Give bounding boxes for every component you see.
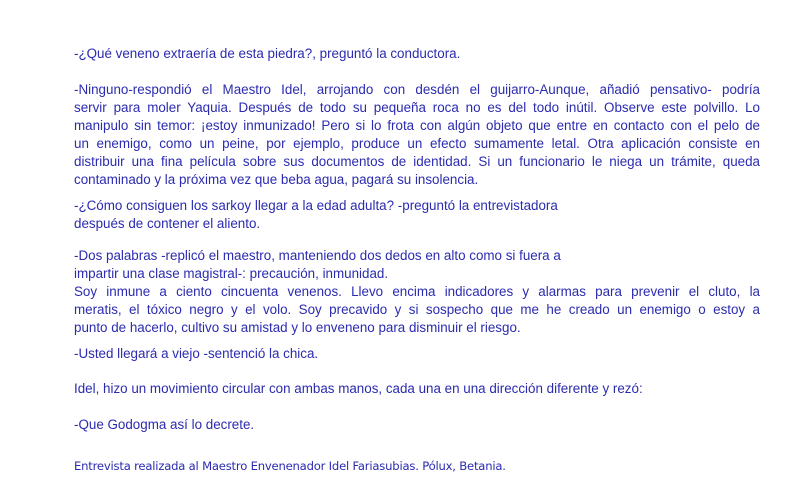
text-line: después de contener el aliento. bbox=[74, 216, 261, 231]
text-line: -¿Cómo consiguen los sarkoy llegar a la edad adulta? -preguntó la entrevistadora bbox=[74, 198, 558, 213]
text-line: -Ninguno-respondió el Maestro Idel, arrojando con desdén el guijarro-Aunque, añadió pensativo- podría bbox=[74, 82, 760, 97]
text-line: punto de hacerlo, cultivo su amistad y lo enveneno para disminuir el riesgo. bbox=[74, 320, 521, 335]
text-line: manipulo sin temor: ¡estoy inmunizado! Pero si lo frota con algún objeto que entre en contacto con el pelo de bbox=[74, 118, 760, 133]
text-line: -¿Qué veneno extraería de esta piedra?, preguntó la conductora. bbox=[74, 46, 461, 61]
paragraph-answer-none bbox=[74, 81, 760, 189]
text-line: un enemigo, como un peine, por ejemplo, produce un efecto sumamente letal. Otra aplicación consiste en bbox=[74, 136, 760, 151]
text-line: distribuir una fina película sobre sus documentos de identidad. Si un funcionario le niega un trámite, queda bbox=[74, 154, 760, 169]
text-line: impartir una clase magistral-: precaución, inmunidad. bbox=[74, 266, 389, 281]
paragraph-old-age bbox=[74, 345, 318, 363]
text-line: Idel, hizo un movimiento circular con ambas manos, cada una en una dirección diferente y rezó: bbox=[74, 381, 643, 396]
text-line: -Dos palabras -replicó el maestro, manteniendo dos dedos en alto como si fuera a bbox=[74, 248, 561, 263]
text-line: Soy inmune a ciento cincuenta venenos. Llevo encima indicadores y alarmas para prevenir el cluto, la bbox=[74, 284, 760, 299]
text-line: meratis, el tóxico negro y el volo. Soy precavido y si sospecho que me he creado un enemigo o estoy a bbox=[74, 302, 760, 317]
text-line: -Usted llegará a viejo -sentenció la chica. bbox=[74, 346, 319, 361]
text-line: -Que Godogma así lo decrete. bbox=[74, 417, 255, 432]
paragraph-question-poison bbox=[74, 45, 460, 63]
footer-credit: Entrevista realizada al Maestro Envenenador Idel Fariasubias. Pólux, Betania. bbox=[74, 459, 506, 473]
text-line: servir para moler Yaquia. Después de todo su pequeña roca no es del todo inútil. Observe este polvillo. Lo bbox=[74, 100, 760, 115]
paragraph-answer-two-words bbox=[74, 247, 760, 337]
paragraph-circular-motion bbox=[74, 380, 643, 398]
text-line: contaminado y la próxima vez que beba agua, pagará su insolencia. bbox=[74, 172, 479, 187]
paragraph-question-adulthood bbox=[74, 197, 558, 233]
paragraph-godogma bbox=[74, 416, 254, 434]
